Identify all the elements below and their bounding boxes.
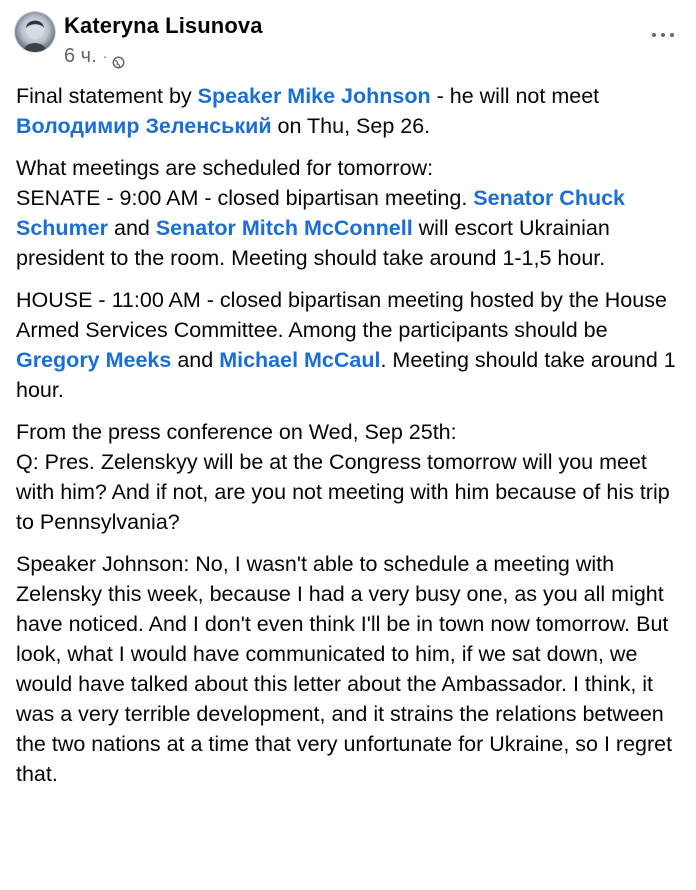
text: . Meeting should take around 1 hour. [16,348,676,402]
text: SENATE - 9:00 AM - closed bipartisan meeting. [16,186,474,210]
post-header [0,0,696,80]
text: - he will not meet [430,84,600,108]
paragraph-2 [16,153,686,273]
text: From the press conference on Wed, Sep 25th: [16,420,457,444]
author-name[interactable]: Kateryna Lisunova [64,13,263,38]
globe-icon [112,52,125,65]
post-meta [64,43,125,69]
paragraph-5 [16,549,686,789]
text: Speaker Johnson: No, I wasn't able to schedule a meeting with Zelensky this week, because I had a very busy one, as you all might have noticed. And I don't even think I'll be in town now tomorrow. But look, what I would have communicated to him, if we sat down, we would have talked about this letter about the Ambassador. I think, it was a very terrible development, and it strains the relations between the two nations at a time that very unfortunate for Ukraine, so I regret that. [16,552,673,786]
paragraph-3 [16,285,686,405]
mention-mike-johnson[interactable]: Speaker Mike Johnson [197,84,431,108]
post-timestamp[interactable]: 6 ч. [64,44,97,67]
text: What meetings are scheduled for tomorrow: [16,156,434,180]
paragraph-4 [16,417,686,537]
post-body [16,81,686,801]
text: Final statement by [16,84,198,108]
paragraph-1 [16,81,686,141]
text: and [171,348,220,372]
mention-chuck-schumer[interactable]: Senator Chuck Schumer [16,186,626,240]
more-options-icon[interactable] [652,30,674,40]
text: will escort Ukrainian president to the room. Meeting should take around 1-1,5 hour. [16,216,610,270]
mention-michael-mccaul[interactable]: Michael McCaul [219,348,381,372]
text: Q: Pres. Zelenskyy will be at the Congress tomorrow will you meet with him? And if not, are you not meeting with him because of his trip to Pennsylvania? [16,450,670,534]
text: and [108,216,156,240]
meta-separator: · [102,48,108,64]
mention-mitch-mcconnell[interactable]: Senator Mitch McConnell [155,216,413,240]
mention-zelensky[interactable]: Володимир Зеленський [16,114,272,138]
text: HOUSE - 11:00 AM - closed bipartisan meeting hosted by the House Armed Services Committee. Among the participants should be [16,288,667,342]
author-avatar[interactable] [15,12,55,52]
mention-gregory-meeks[interactable]: Gregory Meeks [16,348,172,372]
text: on Thu, Sep 26. [271,114,431,138]
